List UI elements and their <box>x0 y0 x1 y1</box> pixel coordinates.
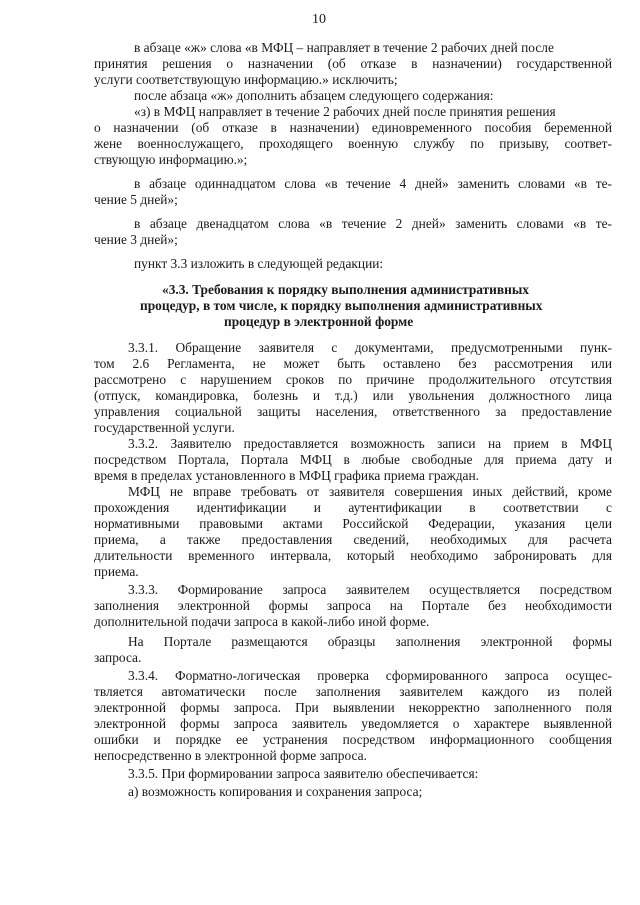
page-number: 10 <box>312 12 326 27</box>
text-line-23: 3.3.2. Заявителю предоставляется возможность записи на прием в МФЦ <box>128 436 612 451</box>
text-line-19: рассмотрено с нарушением сроков по причине продолжительного отсутствия <box>94 372 612 387</box>
text-line-32: 3.3.3. Формирование запроса заявителем осуществляется посредством <box>128 582 612 597</box>
text-line-41: ошибки и порядке ее устранения посредством информационного сообщения <box>94 732 612 747</box>
text-line-02: принятия решения о назначении (об отказе в назначении) государственной <box>94 56 612 71</box>
text-line-09: в абзаце одиннадцатом слова «в течение 4 дней» заменить словами «в те- <box>134 176 612 191</box>
text-line-21: управления социальной защиты населения, ответственного за предоставление <box>94 404 612 419</box>
text-line-34: дополнительной подачи запроса в какой-либо иной форме. <box>94 614 430 629</box>
section-heading-line-1: «3.3. Требования к порядку выполнения административных <box>162 282 529 297</box>
text-line-18: том 2.6 Регламента, не может быть оставлено без рассмотрения или <box>94 356 612 371</box>
text-line-22: государственной услуги. <box>94 420 235 435</box>
text-line-42: непосредственно в электронной форме запроса. <box>94 748 367 763</box>
text-line-12: чение 3 дней»; <box>94 232 178 247</box>
text-line-29: приема, а также предоставления сведений, необходимых для расчета <box>94 532 612 547</box>
text-line-44: а) возможность копирования и сохранения запроса; <box>128 784 423 799</box>
text-line-24: посредством Портала, Портала МФЦ в любые свободные для приема дату и <box>94 452 612 467</box>
text-line-26: МФЦ не вправе требовать от заявителя совершения иных действий, кроме <box>128 484 612 499</box>
text-line-28: нормативными правовыми актами Российской Федерации, указания цели <box>94 516 612 531</box>
text-line-07: жене военнослужащего, проходящего военную службу по призыву, соответ- <box>94 136 612 151</box>
text-line-17: 3.3.1. Обращение заявителя с документами, предусмотренными пунк- <box>128 340 612 355</box>
text-line-08: ствующую информацию.»; <box>94 152 248 167</box>
text-line-27: прохождения идентификации и аутентификации в соответствии с <box>94 500 612 515</box>
text-line-03: услуги соответствующую информацию.» исключить; <box>94 72 398 87</box>
text-line-35: На Портале размещаются образцы заполнения электронной формы <box>128 634 612 649</box>
text-line-13: пункт 3.3 изложить в следующей редакции: <box>134 256 384 271</box>
text-line-06: о назначении (об отказе в назначении) единовременного пособия беременной <box>94 120 612 135</box>
section-heading-line-3: процедур в электронной форме <box>224 314 414 329</box>
text-line-05: «з) в МФЦ направляет в течение 2 рабочих дней после принятия решения <box>134 104 556 119</box>
text-line-39: электронной формы запроса. При выявлении некорректно заполненного поля <box>94 700 612 715</box>
text-line-10: чение 5 дней»; <box>94 192 178 207</box>
text-line-37: 3.3.4. Форматно-логическая проверка сформированного запроса осущес- <box>128 668 612 683</box>
text-line-01: в абзаце «ж» слова «в МФЦ – направляет в течение 2 рабочих дней после <box>134 40 554 55</box>
text-line-30: длительности временного интервала, который необходимо забронировать для <box>94 548 612 563</box>
text-line-11: в абзаце двенадцатом слова «в течение 2 дней» заменить словами «в те- <box>134 216 612 231</box>
text-line-04: после абзаца «ж» дополнить абзацем следующего содержания: <box>134 88 494 103</box>
text-line-25: время в пределах установленного в МФЦ графика приема граждан. <box>94 468 479 483</box>
text-line-33: заполнения электронной формы запроса на Портале без необходимости <box>94 598 612 613</box>
section-heading-line-2: процедур, в том числе, к порядку выполнения административных <box>140 298 543 313</box>
text-line-43: 3.3.5. При формировании запроса заявителю обеспечивается: <box>128 766 479 781</box>
text-line-31: приема. <box>94 564 139 579</box>
text-line-36: запроса. <box>94 650 142 665</box>
text-line-20: (отпуск, командировка, болезнь и т.д.) или увольнения должностного лица <box>94 388 612 403</box>
text-line-38: твляется автоматически после заполнения заявителем каждого из полей <box>94 684 612 699</box>
text-line-40: электронной формы запроса заявитель уведомляется о характере выявленной <box>94 716 612 731</box>
